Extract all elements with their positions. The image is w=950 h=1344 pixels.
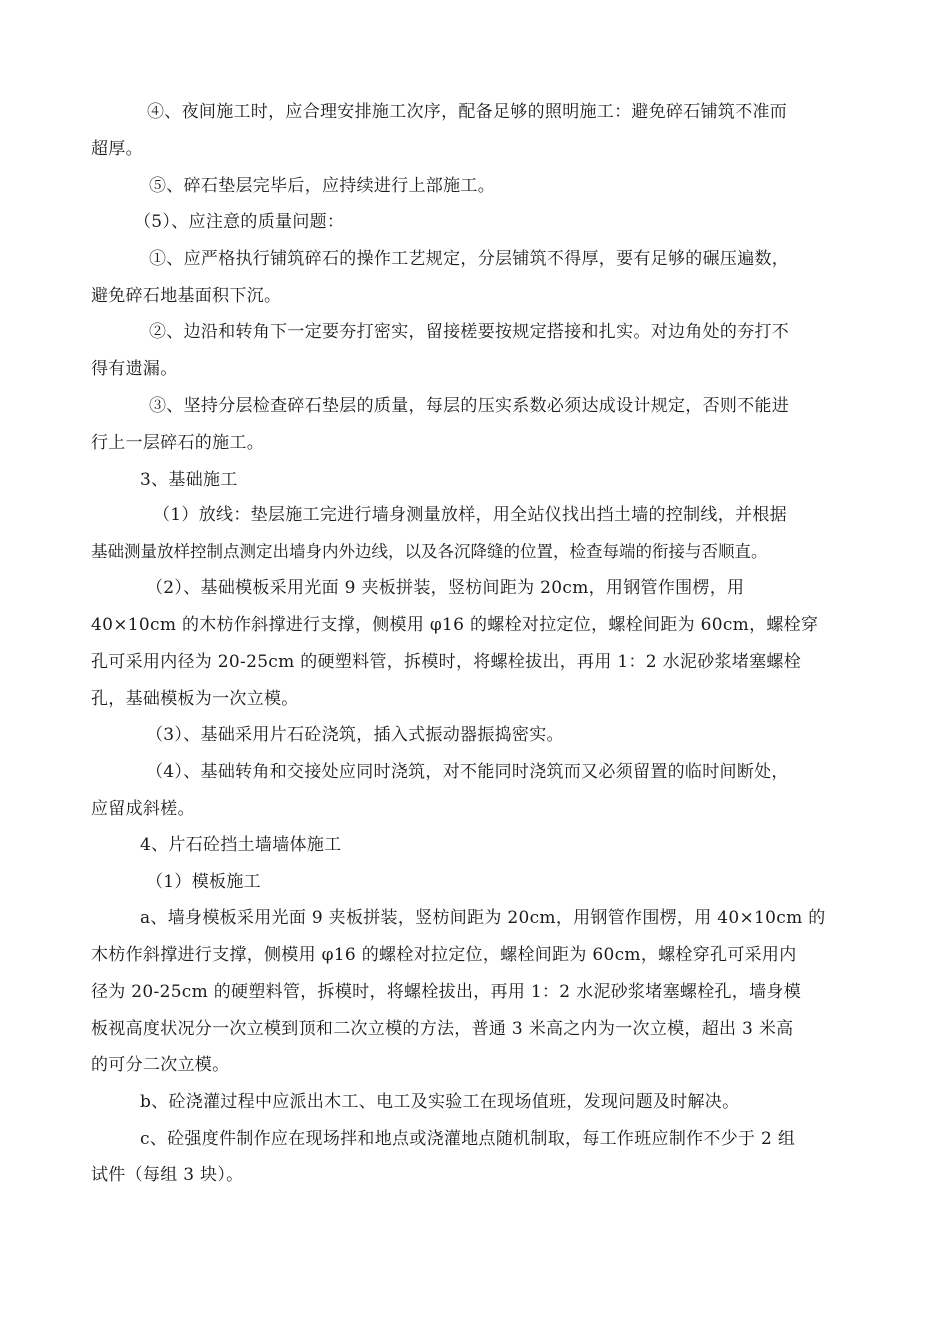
- paragraph-line: 行上一层碎石的施工。: [91, 433, 264, 453]
- paragraph-line: 得有遗漏。: [91, 359, 178, 379]
- paragraph-line: 试件（每组 3 块）。: [91, 1165, 244, 1185]
- paragraph-line: （3）、基础采用片石砼浇筑，插入式振动器振捣密实。: [146, 725, 564, 745]
- paragraph-line: a、墙身模板采用光面 9 夹板拼装，竖枋间距为 20cm，用钢管作围楞，用 40×10cm 的: [140, 908, 826, 928]
- paragraph-line: 径为 20-25cm 的硬塑料管，拆模时，将螺栓拔出，再用 1：2 水泥砂浆堵塞螺栓孔，墙身模: [91, 982, 801, 1002]
- paragraph-line: ⑤、碎石垫层完毕后，应持续进行上部施工。: [149, 176, 495, 196]
- paragraph-line: （4）、基础转角和交接处应同时浇筑，对不能同时浇筑而又必须留置的临时间断处，: [146, 762, 789, 782]
- paragraph-line: 基础测量放样控制点测定出墙身内外边线，以及各沉降缝的位置，检查每端的衔接与否顺直。: [91, 542, 768, 561]
- paragraph-line: ④、夜间施工时，应合理安排施工次序，配备足够的照明施工：避免碎石铺筑不准而: [147, 102, 788, 122]
- paragraph-line: ③、坚持分层检查碎石垫层的质量，每层的压实系数必须达成设计规定，否则不能进: [149, 396, 790, 416]
- paragraph-line: ①、应严格执行铺筑碎石的操作工艺规定，分层铺筑不得厚，要有足够的碾压遍数，: [149, 249, 790, 269]
- paragraph-line: ②、边沿和转角下一定要夯打密实，留接槎要按规定搭接和扎实。对边角处的夯打不: [149, 322, 790, 342]
- paragraph-line: 的可分二次立模。: [91, 1055, 230, 1075]
- paragraph-line: 孔可采用内径为 20-25cm 的硬塑料管，拆模时，将螺栓拔出，再用 1：2 水泥砂浆堵塞螺栓: [91, 652, 801, 672]
- paragraph-line: 应留成斜槎。: [91, 799, 195, 819]
- paragraph-line: c、砼强度件制作应在现场拌和地点或浇灌地点随机制取，每工作班应制作不少于 2 组: [140, 1129, 796, 1149]
- paragraph-line: b、砼浇灌过程中应派出木工、电工及实验工在现场值班，发现问题及时解决。: [140, 1092, 740, 1112]
- paragraph-line: （1）放线：垫层施工完进行墙身测量放样，用全站仪找出挡土墙的控制线，并根据: [153, 505, 787, 525]
- paragraph-line: 板视高度状况分一次立模到顶和二次立模的方法，普通 3 米高之内为一次立模，超出 3 米高: [91, 1019, 794, 1039]
- section-heading: （1）模板施工: [146, 872, 261, 892]
- paragraph-line: 避免碎石地基面积下沉。: [91, 286, 282, 306]
- section-heading: 3、基础施工: [140, 470, 238, 490]
- section-heading: （5）、应注意的质量问题：: [134, 212, 345, 232]
- paragraph-line: 木枋作斜撑进行支撑，侧模用 φ16 的螺栓对拉定位，螺栓间距为 60cm，螺栓穿孔可采用内: [91, 945, 797, 965]
- paragraph-line: 40×10cm 的木枋作斜撑进行支撑，侧模用 φ16 的螺栓对拉定位，螺栓间距为 60cm，螺栓穿: [91, 615, 819, 635]
- paragraph-line: （2）、基础模板采用光面 9 夹板拼装，竖枋间距为 20cm，用钢管作围楞，用: [146, 578, 745, 598]
- section-heading: 4、片石砼挡土墙墙体施工: [140, 835, 342, 855]
- paragraph-line: 超厚。: [91, 139, 143, 159]
- paragraph-line: 孔，基础模板为一次立模。: [91, 689, 299, 709]
